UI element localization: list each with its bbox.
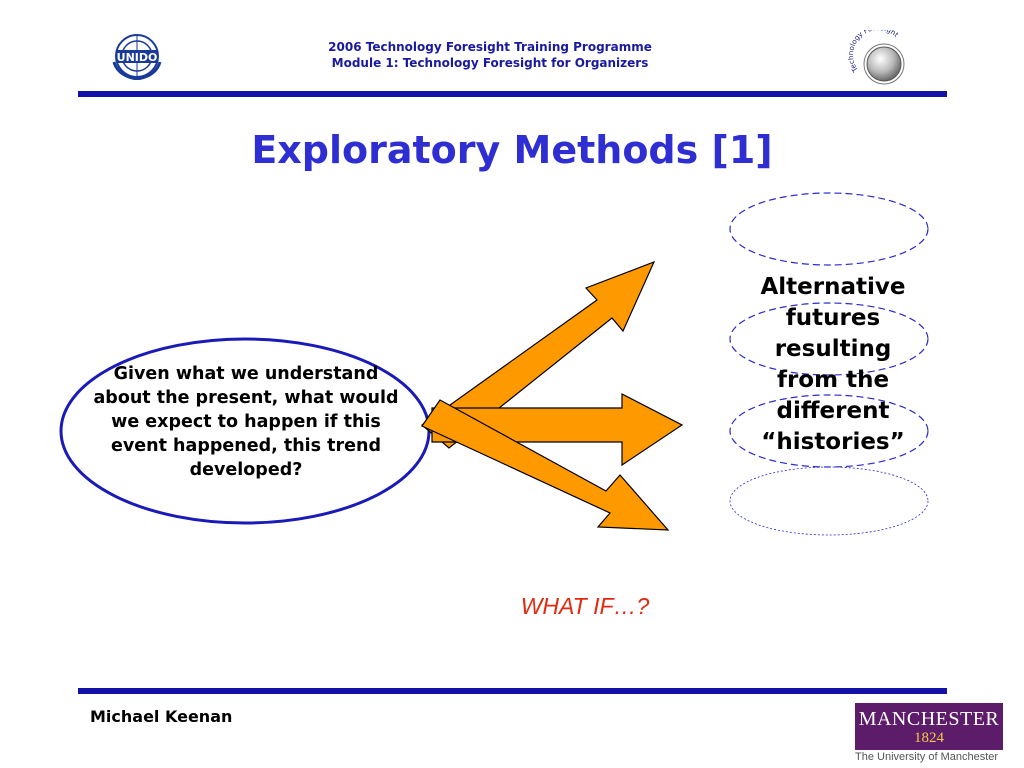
header-module-title: Module 1: Technology Foresight for Organizers xyxy=(331,56,649,70)
futures-label-line: “histories” xyxy=(761,429,905,455)
manchester-logo-year: 1824 xyxy=(914,730,944,746)
manchester-logo xyxy=(855,703,1003,750)
future-ellipse-1 xyxy=(730,193,928,265)
slide-title: Exploratory Methods [1] xyxy=(251,128,773,172)
present-question: Given what we understand about the present, what would we expect to happen if this event happened, this trend developed? xyxy=(93,364,399,480)
futures-label-line: resulting xyxy=(774,336,892,362)
futures-label-line: from the xyxy=(776,367,890,393)
manchester-logo-word: MANCHESTER xyxy=(858,708,1000,730)
university-name: The University of Manchester xyxy=(855,751,999,763)
what-if-caption: WHAT IF…? xyxy=(520,593,650,619)
futures-label-line: Alternative xyxy=(760,274,906,300)
alternative-futures-label xyxy=(742,272,924,458)
futures-label-line: futures xyxy=(785,305,881,331)
svg-text:Technology ForeSight: Tec ology F ght xyxy=(848,30,900,74)
future-ellipse-4 xyxy=(730,467,928,535)
header-programme-title: 2006 Technology Foresight Training Programme xyxy=(328,40,652,54)
futures-label-line: different xyxy=(776,398,890,424)
author-name: Michael Keenan xyxy=(90,707,233,726)
footer-rule xyxy=(78,688,947,694)
svg-text:UNIDO: UNIDO xyxy=(116,51,158,64)
